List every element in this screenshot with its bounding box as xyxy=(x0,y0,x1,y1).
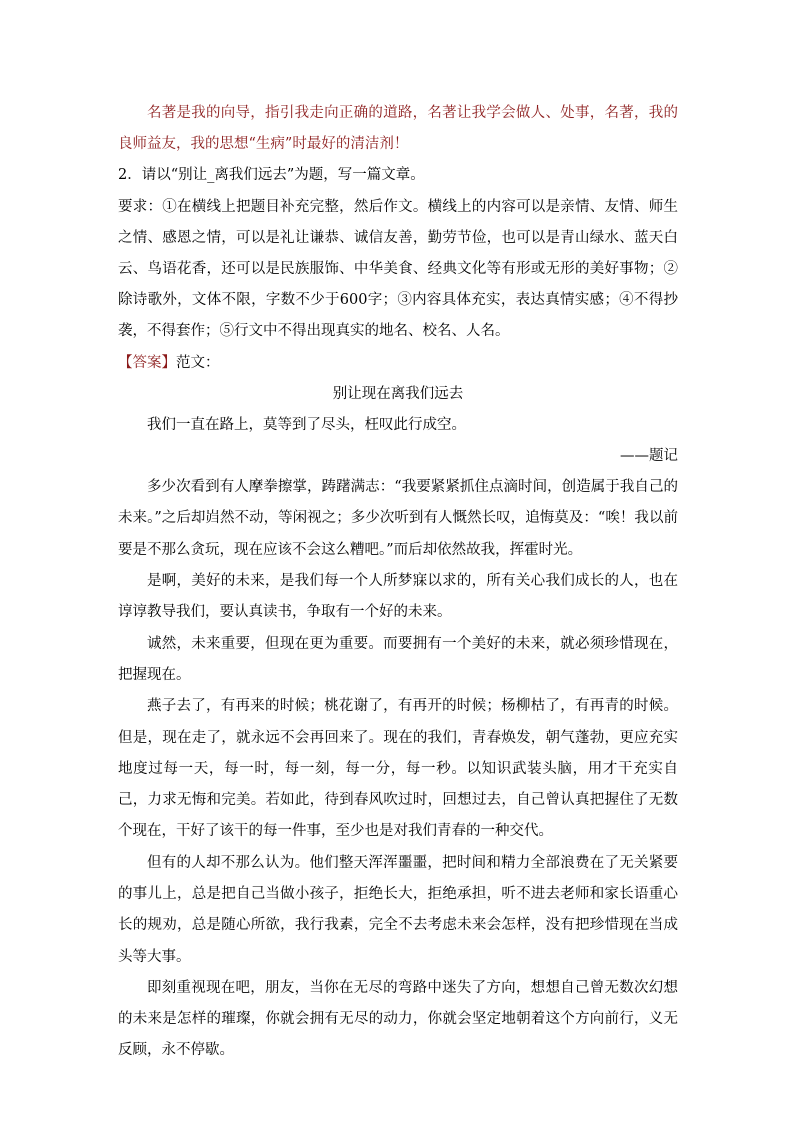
essay-title: 别让现在离我们远去 xyxy=(332,385,464,402)
answer-label: 【答案】 xyxy=(118,354,176,371)
top-paragraph xyxy=(118,98,678,160)
essay-epigraph xyxy=(118,410,678,441)
essay-paragraph: 即刻重视现在吧，朋友，当你在无尽的弯路中迷失了方向，想想自己曾无数次幻想的未来是怎样的璀璨，你就会拥有无尽的动力，你就会坚定地朝着这个方向前行，义无反顾，永不停歇。 xyxy=(118,979,678,1059)
essay-paragraph: 多少次看到有人摩拳擦掌，踌躇满志：“我要紧紧抓住点滴时间，创造属于我自己的未来。”之后却岿然不动，等闲视之；多少次听到有人慨然长叹，追悔莫及：“唉！我以前要是不那么贪玩，现在应该不会这么糟吧。”而后却依然故我，挥霍时光。 xyxy=(118,479,678,558)
epigraph-text: 我们一直在路上，莫等到了尽头，枉叹此行成空。 xyxy=(147,416,466,433)
epigraph-signature: ——题记 xyxy=(620,448,678,465)
essay-paragraph: 燕子去了，有再来的时候；桃花谢了，有再开的时候；杨柳枯了，有再青的时候。但是，现在走了，就永远不会再回来了。现在的我们，青春焕发，朝气蓬勃，更应充实地度过每一天，每一时，每一刻，每一分，每一秒。以知识武装头脑，用才干充实自己，力求无悔和完美。若如此，待到春风吹过时，回想过去，自己曾认真把握住了无数个现在，干好了该干的每一件事，至少也是对我们青春的一种交代。 xyxy=(118,698,678,840)
question-prompt: 2．请以“别让_离我们远去”为题，写一篇文章。 xyxy=(118,167,425,184)
answer-header xyxy=(118,348,678,379)
document-body xyxy=(118,98,678,1067)
essay-paragraph: 但有的人却不那么认为。他们整天浑浑噩噩，把时间和精力全部浪费在了无关紧要的事儿上，总是把自己当做小孩子，拒绝长大，拒绝承担，听不进去老师和家长语重心长的规劝，总是随心所欲，我行我素，完全不去考虑未来会怎样，没有把珍惜现在当成头等大事。 xyxy=(118,854,678,965)
question-requirements: 要求：①在横线上把题目补充完整，然后作文。横线上的内容可以是亲情、友情、师生之情、感恩之情，可以是礼让谦恭、诚信友善，勤劳节俭，也可以是青山绿水、蓝天白云、鸟语花香，还可以是民族服饰、中华美食、经典文化等有形或无形的美好事物；②除诗歌外，文体不限，字数不少于600字；③内容具体充实，表达真情实感；④不得抄袭，不得套作；⑤行文中不得出现真实的地名、校名、人名。 xyxy=(118,198,678,340)
answer-header-line xyxy=(118,348,678,379)
essay-body xyxy=(118,472,678,1067)
essay-paragraph: 诚然，未来重要，但现在更为重要。而要拥有一个美好的未来，就必须珍惜现在，把握现在。 xyxy=(118,635,678,683)
question-block xyxy=(118,160,678,347)
essay-paragraph: 是啊，美好的未来，是我们每一个人所梦寐以求的，所有关心我们成长的人，也在谆谆教导我们，要认真读书，争取有一个好的未来。 xyxy=(118,573,678,621)
answer-after-label: 范文： xyxy=(176,354,220,371)
top-paragraph-text: 名著是我的向导，指引我走向正确的道路，名著让我学会做人、处事，名著，我的良师益友，我的思想“生病”时最好的清洁剂！ xyxy=(118,105,678,153)
